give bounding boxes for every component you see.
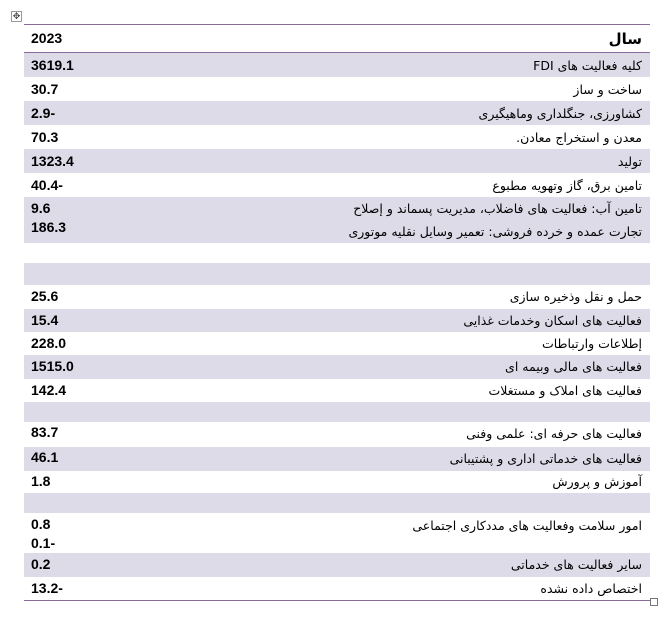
table-row <box>24 309 650 332</box>
row-value: 228.0 <box>31 335 67 351</box>
table-row <box>24 471 650 493</box>
row-value: 70.3 <box>31 129 59 145</box>
row-value: 142.4 <box>31 382 67 398</box>
row-value: 30.7 <box>31 81 59 97</box>
row-value: 1.8 <box>31 473 51 489</box>
row-label: إطلاعات وارتباطات <box>541 336 642 351</box>
blank-row <box>24 402 650 422</box>
blank-row <box>24 243 650 263</box>
row-value: 0.8 <box>31 516 51 532</box>
table-row <box>24 332 650 355</box>
row-value: 83.7 <box>31 424 59 440</box>
row-label: فعالیت های املاک و مستغلات <box>488 383 642 398</box>
table-row <box>24 379 650 402</box>
table-header-row <box>24 25 650 52</box>
header-year: 2023 <box>31 30 63 46</box>
table-row <box>24 173 650 197</box>
table-row <box>24 285 650 309</box>
row-label: تجارت عمده و خرده فروشی: تعمیر وسایل نقلیه موتوری <box>348 224 642 239</box>
fdi-table <box>24 24 650 601</box>
row-value: 40.4- <box>31 177 63 193</box>
table-row <box>24 101 650 125</box>
table-row <box>24 53 650 77</box>
row-label: تولید <box>617 154 642 169</box>
header-label: سال <box>608 30 642 48</box>
row-value: 2.9- <box>31 105 56 121</box>
table-row <box>24 149 650 173</box>
row-value: 0.1- <box>31 535 56 551</box>
table-row <box>24 553 650 577</box>
row-label: کلیه فعالیت های FDI <box>533 58 642 73</box>
row-label: کشاورزی، جنگلداری وماهیگیری <box>478 106 642 121</box>
row-label: آموزش و پرورش <box>552 474 642 489</box>
row-label: فعالیت های حرفه ای: علمی وفنی <box>466 426 642 441</box>
table-row <box>24 447 650 471</box>
row-value: 3619.1 <box>31 57 74 73</box>
row-label: فعالیت های اسکان وخدمات غذایی <box>463 313 642 328</box>
table-resize-handle[interactable] <box>650 598 658 606</box>
table-move-handle-icon[interactable]: ✥ <box>12 12 21 22</box>
table-row <box>24 577 650 600</box>
row-label: سایر فعالیت های خدماتی <box>510 557 642 572</box>
row-label: حمل و نقل وذخیره سازی <box>509 289 642 304</box>
row-label: اختصاص داده نشده <box>540 581 642 596</box>
row-value: 46.1 <box>31 449 59 465</box>
row-label: فعالیت های مالی وبیمه ای <box>505 359 642 374</box>
table-row <box>24 424 650 447</box>
row-value: 13.2- <box>31 580 63 596</box>
row-value: 15.4 <box>31 312 59 328</box>
row-label: تامین آب: فعالیت های فاضلاب، مدیریت پسماند و إصلاح <box>353 201 642 216</box>
row-label: تامین برق، گاز وتهویه مطبوع <box>492 178 642 193</box>
table-row <box>24 197 650 243</box>
row-label: معدن و استخراج معادن. <box>516 130 642 145</box>
row-value: 1323.4 <box>31 153 74 169</box>
row-value: 186.3 <box>31 219 67 235</box>
row-label: فعالیت های خدماتی اداری و پشتیبانی <box>449 451 642 466</box>
table-row <box>24 125 650 149</box>
table-row <box>24 77 650 101</box>
row-label: ساخت و ساز <box>573 82 642 97</box>
row-value: 0.2 <box>31 556 51 572</box>
row-value: 9.6 <box>31 200 51 216</box>
row-value: 25.6 <box>31 288 59 304</box>
row-label: امور سلامت وفعالیت های مددکاری اجتماعی <box>412 518 642 533</box>
row-value: 1515.0 <box>31 358 74 374</box>
blank-row <box>24 493 650 513</box>
blank-row <box>24 263 650 285</box>
table-row <box>24 513 650 553</box>
table-row <box>24 355 650 379</box>
